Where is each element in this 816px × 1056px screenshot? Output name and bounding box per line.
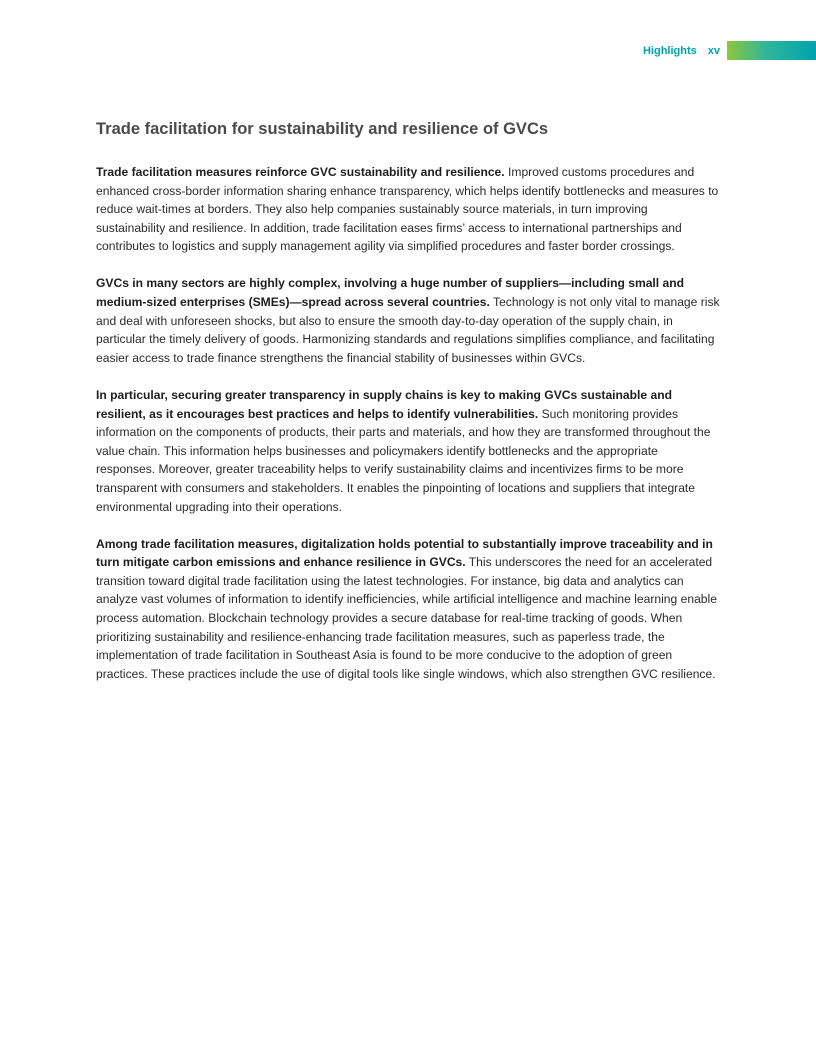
paragraph-lead: In particular, securing greater transparency in supply chains is key to making GVCs sustainable and resilient, as it encourages best practices and helps to identify vulnerabilities.	[96, 387, 672, 421]
paragraph-body: Improved customs procedures and enhanced cross-border information sharing enhance transparency, which helps identify bottlenecks and measures to reduce wait-times at borders. They also help companies sustainably source materials, in turn improving sustainability and resilience. In addition, trade facilitation eases firms’ access to international partnerships and contributes to logistics and supply management agility via simplified procedures and faster border crossings.	[96, 165, 719, 254]
running-header	[643, 41, 816, 60]
paragraph-body: Such monitoring provides information on the components of products, their parts and materials, and how they are transformed throughout the value chain. This information helps businesses and policymakers identify bottlenecks and the appropriate responses. Moreover, greater traceability helps to verify sustainability claims and incentivizes firms to be more transparent with consumers and stakeholders. It enables the pinpointing of locations and suppliers that integrate environmental upgrading into their operations.	[96, 406, 711, 514]
paragraph	[96, 163, 720, 256]
paragraph	[96, 535, 720, 684]
paragraph-lead: GVCs in many sectors are highly complex, involving a huge number of suppliers—including small and medium-sized enterprises (SMEs)—spread across several countries.	[96, 276, 685, 310]
running-head-section: Highlights	[642, 44, 697, 57]
main-content	[96, 118, 720, 702]
paragraph-lead: Trade facilitation measures reinforce GVC sustainability and resilience.	[96, 165, 505, 179]
paragraph-body: Technology is not only vital to manage risk and deal with unforeseen shocks, but also to ensure the smooth day-to-day operation of the supply chain, in particular the timely delivery of goods. Harmonizing standards and regulations simplifies compliance, and facilitating easier access to trade finance strengthens the financial stability of businesses within GVCs.	[96, 295, 720, 365]
section-title: Trade facilitation for sustainability and resilience of GVCs	[96, 120, 549, 138]
header-accent-bar	[727, 41, 816, 60]
paragraph-body: This underscores the need for an accelerated transition toward digital trade facilitation using the latest technologies. For instance, big data and analytics can analyze vast volumes of information to identify inefficiencies, while artificial intelligence and machine learning enable process automation. Blockchain technology provides a secure database for real-time tracking of goods. When prioritizing sustainability and resilience-enhancing trade facilitation measures, such as paperless trade, the implementation of trade facilitation in Southeast Asia is found to be more conducive to the adoption of green practices. These practices include the use of digital tools like single windows, which also strengthen GVC resilience.	[96, 555, 717, 681]
paragraph	[96, 274, 720, 367]
paragraph	[96, 386, 720, 516]
paragraph-lead: Among trade facilitation measures, digitalization holds potential to substantially improve traceability and in turn mitigate carbon emissions and enhance resilience in GVCs.	[96, 536, 713, 570]
page-number: xv	[707, 44, 720, 57]
